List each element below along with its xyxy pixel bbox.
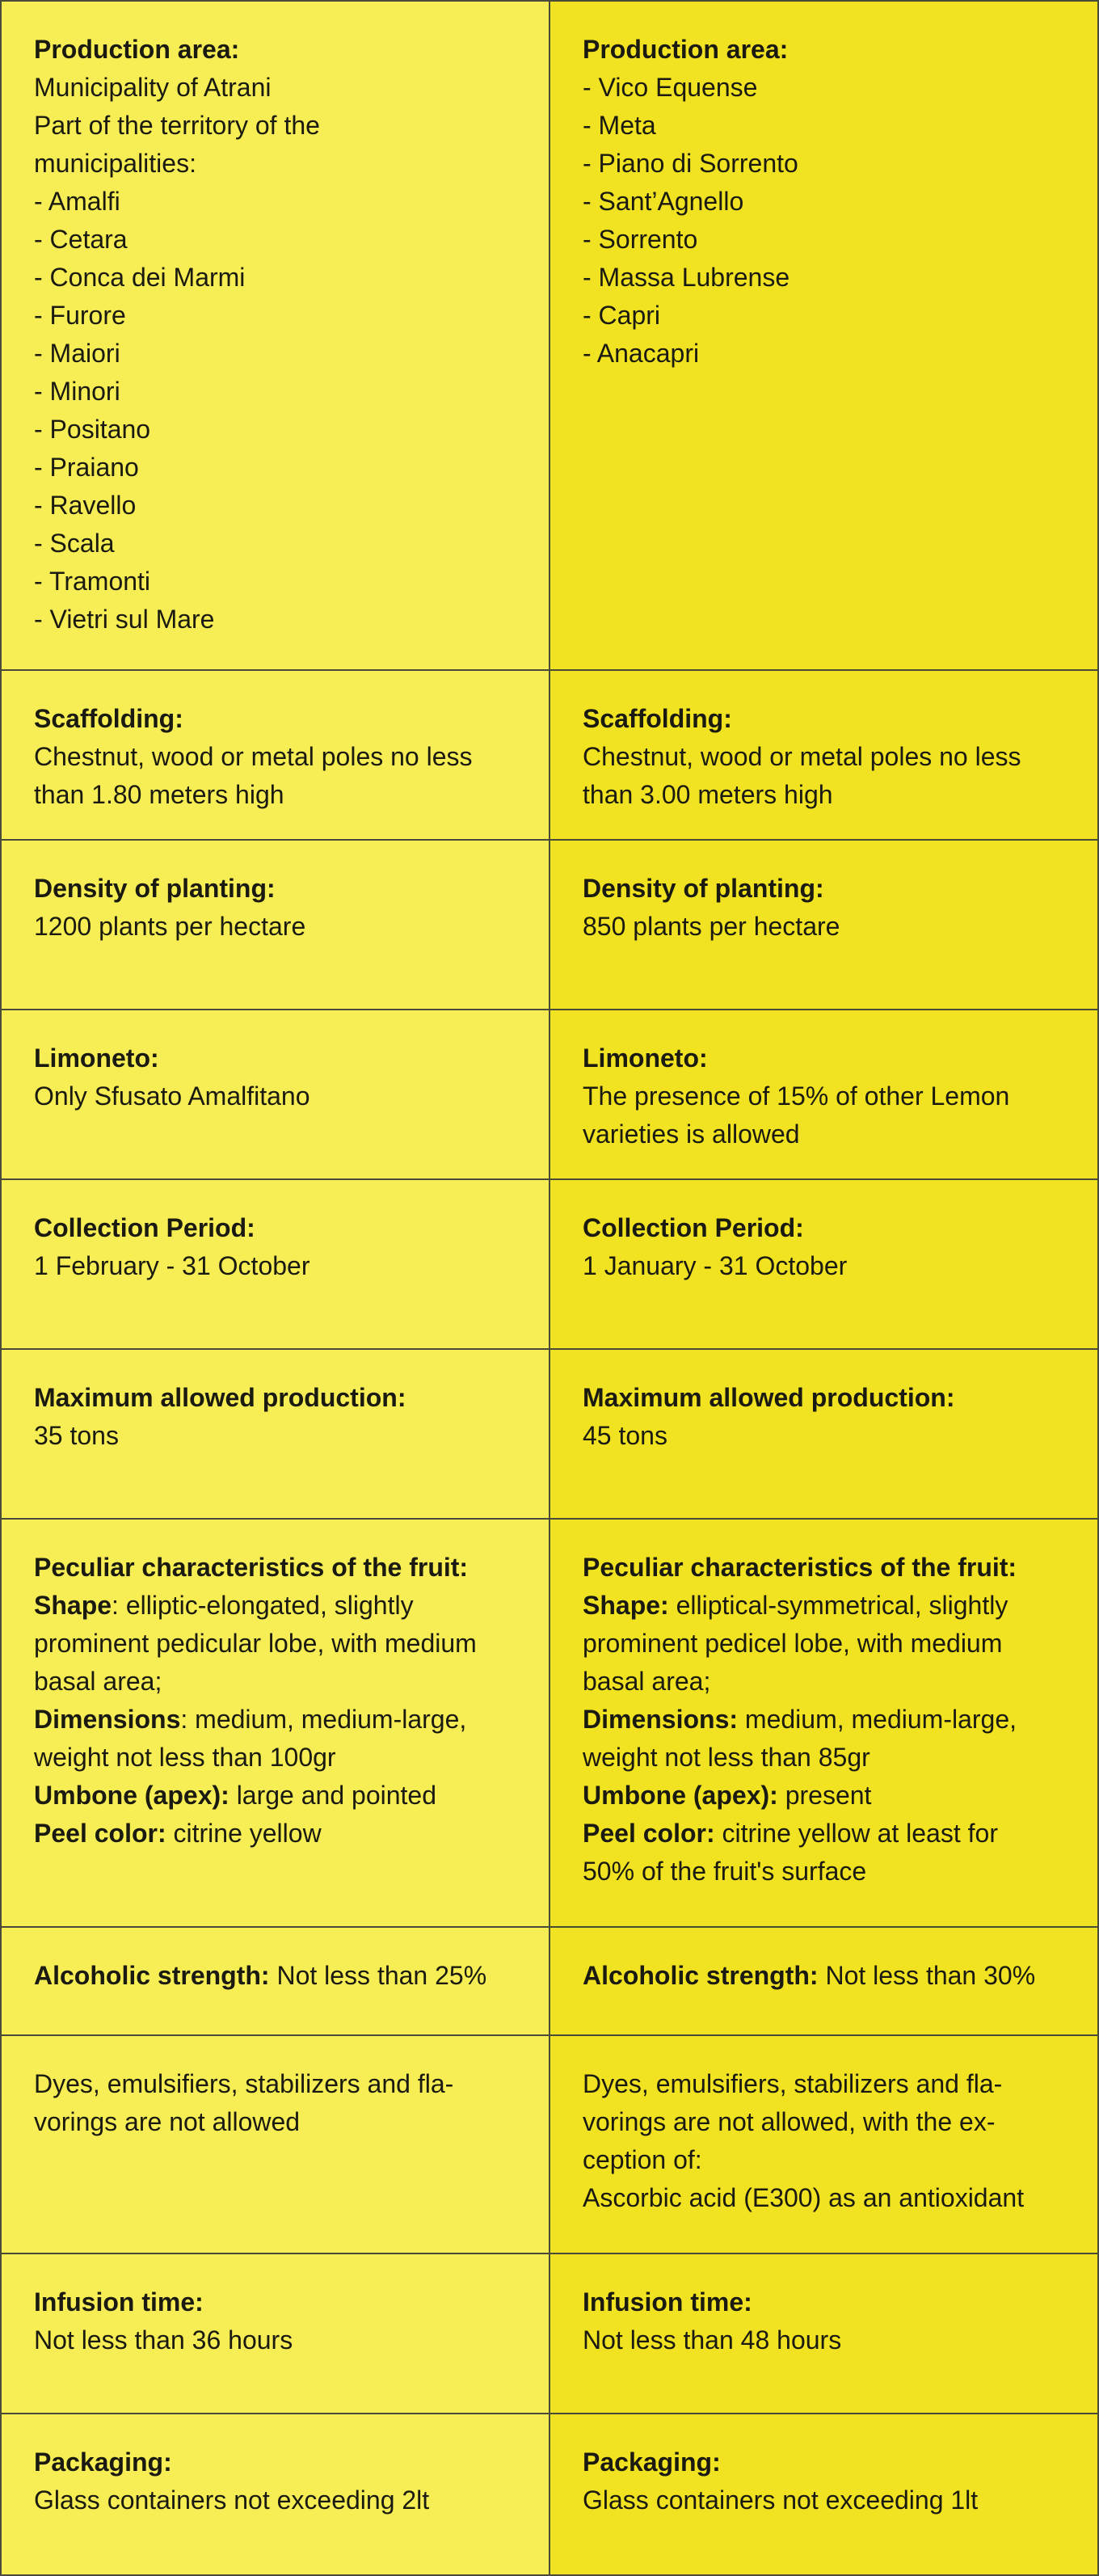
label: Density of planting:	[34, 874, 276, 903]
row-fruit-characteristics	[1, 1519, 1098, 1927]
list-item: - Vietri sul Mare	[34, 605, 215, 634]
label: Maximum allowed production:	[583, 1383, 955, 1412]
text-line: Chestnut, wood or metal poles no less	[34, 742, 473, 771]
inline-label: Umbone (apex):	[34, 1781, 229, 1810]
text-line: 1 February - 31 October	[34, 1251, 310, 1280]
inline-text: prominent pedicular lobe, with medium	[34, 1629, 477, 1658]
inline-label: Dimensions:	[583, 1705, 739, 1734]
text-line: than 3.00 meters high	[583, 780, 833, 809]
label: Scaffolding:	[34, 704, 183, 733]
cell-right-alcoholic-strength	[550, 1927, 1098, 2035]
list-item: - Tramonti	[34, 567, 151, 596]
row-alcoholic-strength	[1, 1927, 1098, 2035]
cell-right-fruit-characteristics	[550, 1519, 1098, 1927]
inline-label: Shape	[34, 1591, 112, 1620]
text-line: 850 plants per hectare	[583, 912, 840, 941]
label: Density of planting:	[583, 874, 824, 903]
inline-text: citrine yellow	[166, 1819, 322, 1848]
cell-right-additives	[550, 2035, 1098, 2253]
text-line	[34, 1777, 516, 1815]
inline-text: weight not less than 85gr	[583, 1743, 870, 1772]
row-max-production	[1, 1349, 1098, 1519]
list-item: - Positano	[34, 415, 151, 444]
cell-left-collection-period	[1, 1179, 550, 1349]
inline-text: basal area;	[583, 1667, 711, 1696]
text-line	[34, 1663, 516, 1701]
label: Packaging:	[583, 2447, 721, 2477]
label: Collection Period:	[34, 1213, 255, 1242]
text-line: vorings are not allowed	[34, 2107, 301, 2136]
inline-text: Not less than 25%	[269, 1961, 487, 1990]
inline-label: Shape:	[583, 1591, 669, 1620]
row-collection-period	[1, 1179, 1098, 1349]
label: Peculiar characteristics of the fruit:	[583, 1553, 1017, 1582]
text-line: 1 January - 31 October	[583, 1251, 848, 1280]
text-line: 35 tons	[34, 1421, 119, 1450]
text-line: varieties is allowed	[583, 1119, 800, 1149]
row-limoneto	[1, 1010, 1098, 1179]
text-line	[583, 1957, 1065, 1995]
text-line: Part of the territory of the	[34, 111, 320, 140]
label: Production area:	[583, 35, 789, 64]
label: Production area:	[34, 35, 240, 64]
cell-left-max-production	[1, 1349, 550, 1519]
label: Maximum allowed production:	[34, 1383, 406, 1412]
inline-text: large and pointed	[229, 1781, 436, 1810]
inline-label: Alcoholic strength:	[583, 1961, 819, 1990]
text-line	[34, 1815, 516, 1853]
cell-right-collection-period	[550, 1179, 1098, 1349]
cell-left-limoneto	[1, 1010, 550, 1179]
text-line	[34, 1957, 516, 1995]
text-line: The presence of 15% of other Lemon	[583, 1081, 1010, 1111]
text-line: Municipality of Atrani	[34, 73, 272, 102]
inline-text: 50% of the fruit's surface	[583, 1857, 867, 1886]
label: Collection Period:	[583, 1213, 804, 1242]
cell-left-packaging	[1, 2414, 550, 2575]
inline-text: Not less than 30%	[818, 1961, 1036, 1990]
text-line	[34, 1739, 516, 1777]
list-item: - Massa Lubrense	[583, 263, 790, 292]
text-line: Chestnut, wood or metal poles no less	[583, 742, 1021, 771]
text-line	[34, 1587, 516, 1625]
cell-left-fruit-characteristics	[1, 1519, 550, 1927]
text-line: Ascorbic acid (E300) as an antioxidant	[583, 2183, 1025, 2212]
list-item: - Sorrento	[583, 225, 698, 254]
text-line	[583, 1587, 1065, 1625]
text-line	[583, 1815, 1065, 1853]
label: Limoneto:	[34, 1043, 159, 1073]
label: Limoneto:	[583, 1043, 708, 1073]
inline-label: Umbone (apex):	[583, 1781, 778, 1810]
list-item: - Furore	[34, 301, 126, 330]
list-item: - Conca dei Marmi	[34, 263, 246, 292]
inline-text: present	[777, 1781, 872, 1810]
text-line: Not less than 36 hours	[34, 2325, 293, 2355]
inline-text: : elliptic-elongated, slightly	[112, 1591, 414, 1620]
text-line	[34, 1701, 516, 1739]
label: Packaging:	[34, 2447, 172, 2477]
text-line: Not less than 48 hours	[583, 2325, 842, 2355]
list-item: - Amalfi	[34, 187, 120, 216]
text-line: Dyes, emulsifiers, stabilizers and fla-	[34, 2069, 454, 2098]
inline-text: citrine yellow at least for	[714, 1819, 998, 1848]
inline-text: elliptical-symmetrical, slightly	[668, 1591, 1008, 1620]
list-item: - Maiori	[34, 339, 120, 368]
text-line: than 1.80 meters high	[34, 780, 284, 809]
inline-label: Dimensions	[34, 1705, 181, 1734]
cell-left-alcoholic-strength	[1, 1927, 550, 2035]
text-line	[583, 1663, 1065, 1701]
text-line: Dyes, emulsifiers, stabilizers and fla-	[583, 2069, 1003, 2098]
cell-left-infusion-time	[1, 2253, 550, 2414]
cell-right-density	[550, 840, 1098, 1010]
text-line: Glass containers not exceeding 2lt	[34, 2485, 430, 2515]
cell-left-scaffolding	[1, 670, 550, 840]
inline-label: Peel color:	[583, 1819, 715, 1848]
row-infusion-time	[1, 2253, 1098, 2414]
text-line: vorings are not allowed, with the ex-	[583, 2107, 996, 2136]
text-line: 1200 plants per hectare	[34, 912, 306, 941]
list-item: - Piano di Sorrento	[583, 149, 798, 178]
row-density	[1, 840, 1098, 1010]
inline-text: basal area;	[34, 1667, 162, 1696]
list-item: - Meta	[583, 111, 656, 140]
row-packaging	[1, 2414, 1098, 2575]
text-line	[583, 1853, 1065, 1891]
cell-right-infusion-time	[550, 2253, 1098, 2414]
inline-text: medium, medium-large,	[738, 1705, 1017, 1734]
row-additives	[1, 2035, 1098, 2253]
cell-right-limoneto	[550, 1010, 1098, 1179]
list-item: - Scala	[34, 529, 115, 558]
inline-label: Peel color:	[34, 1819, 166, 1848]
cell-right-max-production	[550, 1349, 1098, 1519]
row-production-area	[1, 1, 1098, 670]
label: Peculiar characteristics of the fruit:	[34, 1553, 469, 1582]
list-item: - Praiano	[34, 453, 139, 482]
list-item: - Anacapri	[583, 339, 700, 368]
cell-left-density	[1, 840, 550, 1010]
inline-text: weight not less than 100gr	[34, 1743, 336, 1772]
cell-left-production-area	[1, 1, 550, 670]
cell-right-packaging	[550, 2414, 1098, 2575]
text-line	[583, 1739, 1065, 1777]
cell-right-scaffolding	[550, 670, 1098, 840]
label: Scaffolding:	[583, 704, 732, 733]
list-item: - Cetara	[34, 225, 128, 254]
list-item: - Capri	[583, 301, 661, 330]
inline-text: : medium, medium-large,	[180, 1705, 467, 1734]
text-line: 45 tons	[583, 1421, 667, 1450]
text-line	[34, 1625, 516, 1663]
text-line: municipalities:	[34, 149, 196, 178]
inline-text: prominent pedicel lobe, with medium	[583, 1629, 1003, 1658]
list-item: - Sant’Agnello	[583, 187, 744, 216]
label: Infusion time:	[583, 2287, 752, 2317]
text-line: ception of:	[583, 2145, 702, 2174]
list-item: - Ravello	[34, 491, 137, 520]
cell-left-additives	[1, 2035, 550, 2253]
text-line	[583, 1625, 1065, 1663]
row-scaffolding	[1, 670, 1098, 840]
list-item: - Minori	[34, 377, 120, 406]
text-line	[583, 1777, 1065, 1815]
inline-label: Alcoholic strength:	[34, 1961, 270, 1990]
text-line: Glass containers not exceeding 1lt	[583, 2485, 979, 2515]
text-line: Only Sfusato Amalfitano	[34, 1081, 310, 1111]
text-line	[583, 1701, 1065, 1739]
cell-right-production-area	[550, 1, 1098, 670]
list-item: - Vico Equense	[583, 73, 758, 102]
label: Infusion time:	[34, 2287, 204, 2317]
